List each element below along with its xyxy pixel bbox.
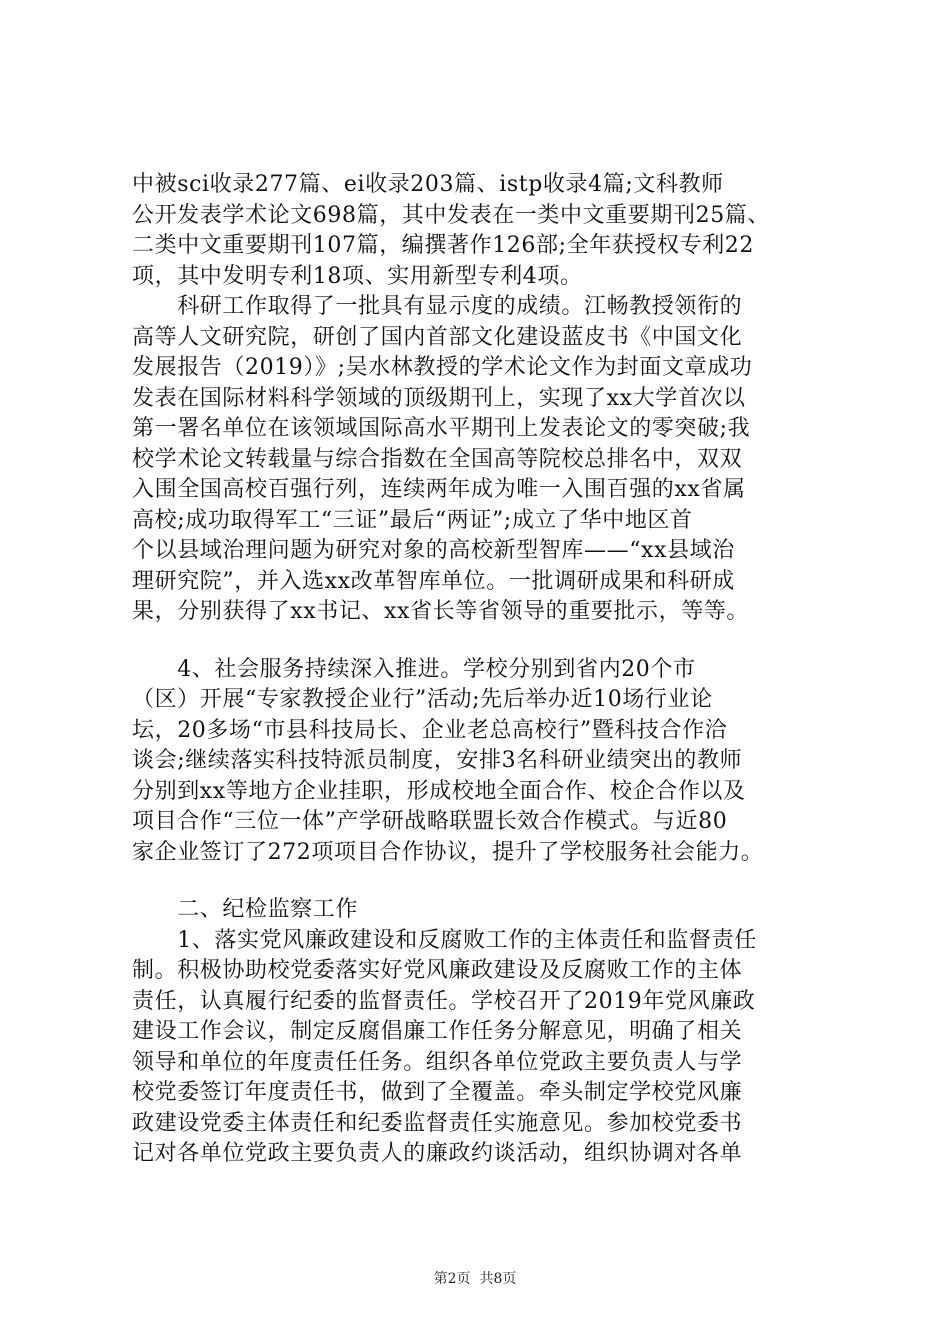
text-line: 公开发表学术论文698篇，其中发表在一类中文重要期刊25篇、	[132, 202, 770, 228]
text-line: 个以县域治理问题为研究对象的高校新型智库——“xx县域治	[132, 538, 735, 563]
text-line: 建设工作会议，制定反腐倡廉工作任务分解意见，明确了相关	[132, 1019, 743, 1044]
text-line: 制。积极协助校党委落实好党风廉政建设及反腐败工作的主体	[132, 958, 743, 983]
page-number: 第2页	[433, 1271, 471, 1287]
text-line: （区）开展“专家教授企业行”活动;先后举办近10场行业论	[132, 687, 713, 712]
page-footer	[0, 1268, 950, 1288]
paragraph-1	[132, 170, 852, 292]
text-line: 中被sci收录277篇、ei收录203篇、istp收录4篇;文科教师	[132, 172, 724, 197]
text-line: 家企业签订了272项项目合作协议，提升了学校服务社会能力。	[132, 839, 764, 865]
text-line: 项目合作“三位一体”产学研战略联盟长效合作模式。与近80	[132, 809, 728, 834]
text-line: 第一署名单位在该领域国际高水平期刊上发表论文的零突破;我	[132, 416, 751, 441]
text-line: 坛，20多场“市县科技局长、企业老总高校行”暨科技合作洽	[132, 717, 728, 743]
paragraph-spacer	[132, 868, 852, 895]
paragraph-3	[132, 655, 852, 869]
text-line: 入围全国高校百强行列，连续两年成为唯一入围百强的xx省属	[132, 477, 746, 502]
text-line: 高等人文研究院，研创了国内首部文化建设蓝皮书《中国文化	[132, 324, 743, 350]
document-body	[132, 170, 852, 1170]
text-line: 谈会;继续落实科技特派员制度，安排3名科研业绩突出的教师	[132, 748, 743, 773]
section-heading: 二、纪检监察工作	[132, 897, 359, 922]
total-pages: 共8页	[479, 1271, 517, 1287]
text-line: 领导和单位的年度责任任务。组织各单位党政主要负责人与学	[132, 1049, 743, 1075]
text-line: 果，分别获得了xx书记、xx省长等省领导的重要批示，等等。	[132, 599, 750, 624]
paragraph-2	[132, 292, 852, 628]
text-line: 校党委签订年度责任书，做到了全覆盖。牵头制定学校党风廉	[132, 1080, 743, 1105]
paragraph-4	[132, 926, 852, 1170]
text-line: 1、落实党风廉政建设和反腐败工作的主体责任和监督责任	[132, 927, 757, 953]
text-line: 校学术论文转载量与综合指数在全国高等院校总排名中，双双	[132, 446, 743, 472]
text-line: 发展报告（2019）》;吴水林教授的学术论文作为封面文章成功	[132, 355, 753, 380]
text-line: 高校;成功取得军工“三证”最后“两证”;成立了华中地区首	[132, 507, 693, 533]
text-line: 二类中文重要期刊107篇，编撰著作126部;全年获授权专利22	[132, 233, 754, 258]
text-line: 分别到xx等地方企业挂职，形成校地全面合作、校企合作以及	[132, 778, 746, 804]
text-line: 政建设党委主体责任和纪委监督责任实施意见。参加校党委书	[132, 1110, 743, 1136]
text-line: 记对各单位党政主要负责人的廉政约谈活动，组织协调对各单	[132, 1141, 743, 1166]
text-line: 责任，认真履行纪委的监督责任。学校召开了2019年党风廉政	[132, 988, 756, 1014]
text-line: 4、社会服务持续深入推进。学校分别到省内20个市	[132, 656, 696, 682]
paragraph-spacer	[132, 628, 852, 655]
text-line: 科研工作取得了一批具有显示度的成绩。江畅教授领衔的	[132, 294, 743, 319]
text-line: 理研究院”，并入选xx改革智库单位。一批调研成果和科研成	[132, 568, 735, 594]
text-line: 项，其中发明专利18项、实用新型专利4项。	[132, 263, 583, 289]
text-line: 发表在国际材料科学领域的顶级期刊上，实现了xx大学首次以	[132, 385, 746, 411]
